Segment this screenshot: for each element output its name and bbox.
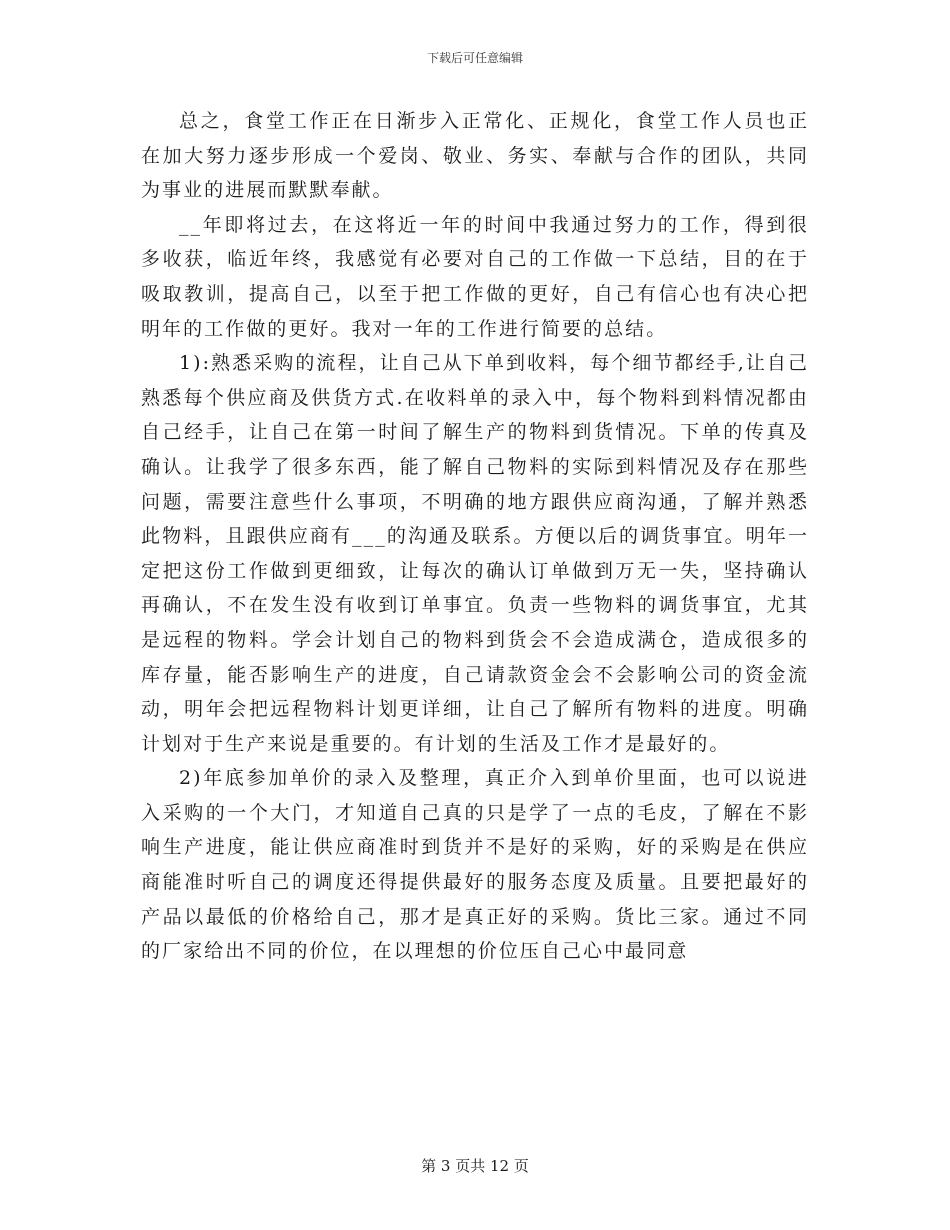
page-header-note: 下载后可任意编辑 [426,51,523,65]
page-number: 第 3 页共 12 页 [421,1157,529,1175]
document-body [141,104,809,969]
paragraph-year-intro: __年即将过去，在这将近一年的时间中我通过努力的工作，得到很多收获，临近年终，我感觉有必要对自己的工作做一下总结，目的在于吸取教训，提高自己，以至于把工作做的更好，自己有信心也有决心把明年的工作做的更好。我对一年的工作进行简要的总结。 [141,213,809,340]
paragraph-item-1: 1):熟悉采购的流程，让自己从下单到收料，每个细节都经手,让自己熟悉每个供应商及供货方式.在收料单的录入中，每个物料到料情况都由自己经手，让自己在第一时间了解生产的物料到货情况。下单的传真及确认。让我学了很多东西，能了解自己物料的实际到料情况及存在那些问题，需要注意些什么事项，不明确的地方跟供应商沟通，了解并熟悉此物料，且跟供应商有___的沟通及联系。方便以后的调货事宜。明年一定把这份工作做到更细致，让每次的确认订单做到万无一失，坚持确认再确认，不在发生没有收到订单事宜。负责一些物料的调货事宜，尤其是远程的物料。学会计划自己的物料到货会不会造成满仓，造成很多的库存量，能否影响生产的进度，自己请款资金会不会影响公司的资金流动，明年会把远程物料计划更详细，让自己了解所有物料的进度。明确计划对于生产来说是重要的。有计划的生活及工作才是最好的。 [141,352,809,755]
paragraph-summary: 总之，食堂工作正在日渐步入正常化、正规化，食堂工作人员也正在加大努力逐步形成一个爱岗、敬业、务实、奉献与合作的团队，共同为事业的进展而默默奉献。 [141,110,809,202]
paragraph-item-2: 2)年底参加单价的录入及整理，真正介入到单价里面，也可以说进入采购的一个大门，才知道自己真的只是学了一点的毛皮，了解在不影响生产进度，能让供应商准时到货并不是好的采购，好的采购是在供应商能准时听自己的调度还得提供最好的服务态度及质量。且要把最好的产品以最低的价格给自己，那才是真正好的采购。货比三家。通过不同的厂家给出不同的价位，在以理想的价位压自己心中最同意 [141,767,809,963]
